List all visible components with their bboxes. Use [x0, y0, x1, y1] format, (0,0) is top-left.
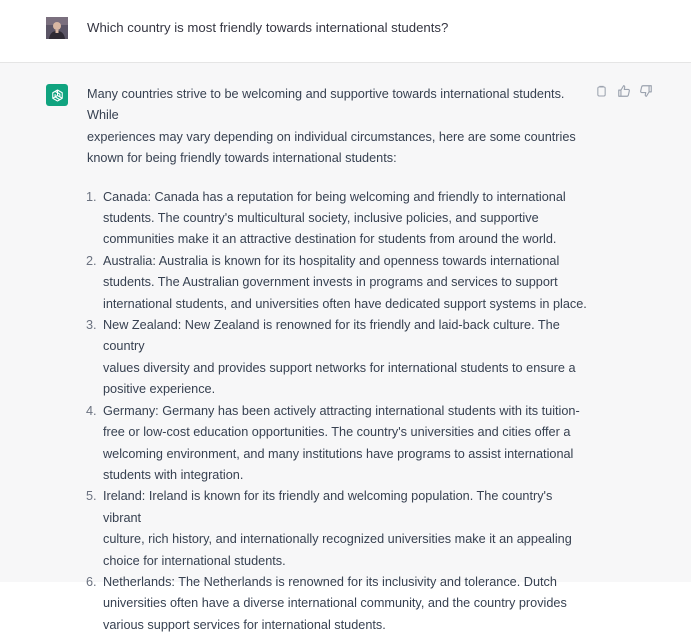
list-line: students with integration.	[103, 467, 244, 482]
list-line: universities often have a diverse international community, and the country provides	[103, 596, 567, 611]
country-list	[87, 187, 587, 636]
assistant-message-row	[0, 62, 691, 632]
list-line: international students, and universities often have dedicated support systems in place.	[103, 296, 587, 311]
message-actions	[594, 83, 653, 99]
list-number: 5.	[86, 489, 97, 504]
list-item-canada	[87, 187, 587, 251]
list-line: New Zealand: New Zealand is renowned for its friendly and laid-back culture. The country	[103, 318, 560, 354]
list-line: Germany: Germany has been actively attracting international students with its tuition-	[103, 403, 580, 418]
intro-line: Many countries strive to be welcoming and supportive towards international students. While	[87, 87, 565, 123]
list-line: free or low-cost education opportunities. The country's universities and cities offer a	[103, 425, 571, 440]
list-number: 3.	[86, 318, 97, 333]
list-line: Ireland: Ireland is known for its friendly and welcoming population. The country's vibrant	[103, 489, 553, 525]
list-line: students. The Australian government invests in programs and services to support	[103, 275, 558, 290]
list-line: Netherlands: The Netherlands is renowned for its inclusivity and tolerance. Dutch	[103, 574, 557, 589]
thumbs-up-button[interactable]	[616, 84, 631, 99]
chatgpt-avatar	[46, 84, 68, 106]
list-number: 4.	[86, 403, 97, 418]
list-number: 2.	[86, 253, 97, 268]
list-line: various support services for international students.	[103, 617, 386, 632]
list-number: 6.	[86, 574, 97, 589]
list-line: welcoming environment, and many institutions have programs to assist international	[103, 446, 574, 461]
copy-button[interactable]	[594, 84, 609, 99]
chatgpt-logo-icon	[50, 88, 65, 103]
user-message-row	[0, 0, 691, 62]
list-line: students. The country's multicultural society, inclusive policies, and supportive	[103, 211, 539, 226]
copy-icon	[595, 85, 608, 98]
user-avatar	[46, 17, 68, 39]
list-number: 1.	[86, 189, 97, 204]
thumbs-up-icon	[617, 84, 631, 98]
intro-line: experiences may vary depending on individual circumstances, here are some countries	[87, 129, 576, 144]
list-item-australia	[87, 251, 587, 315]
list-line: Canada: Canada has a reputation for being welcoming and friendly to international	[103, 189, 566, 204]
list-line: Australia: Australia is known for its hospitality and openness towards international	[103, 253, 560, 268]
list-item-ireland	[87, 486, 587, 572]
list-item-new-zealand	[87, 315, 587, 401]
intro-line: known for being friendly towards international students:	[87, 151, 397, 166]
user-message-text: Which country is most friendly towards international students?	[87, 20, 449, 35]
list-item-netherlands	[87, 572, 587, 636]
list-line: culture, rich history, and internationally recognized universities make it an appealing	[103, 532, 572, 547]
user-photo-avatar	[46, 17, 68, 39]
list-line: communities make it an attractive destination for students from around the world.	[103, 232, 557, 247]
list-line: values diversity and provides support networks for international students to ensure a	[103, 360, 576, 375]
answer-intro	[87, 84, 587, 170]
thumbs-down-button[interactable]	[638, 84, 653, 99]
list-line: positive experience.	[103, 382, 216, 397]
list-item-germany	[87, 401, 587, 487]
list-line: choice for international students.	[103, 553, 286, 568]
thumbs-down-icon	[639, 84, 653, 98]
assistant-message-text	[87, 84, 587, 636]
